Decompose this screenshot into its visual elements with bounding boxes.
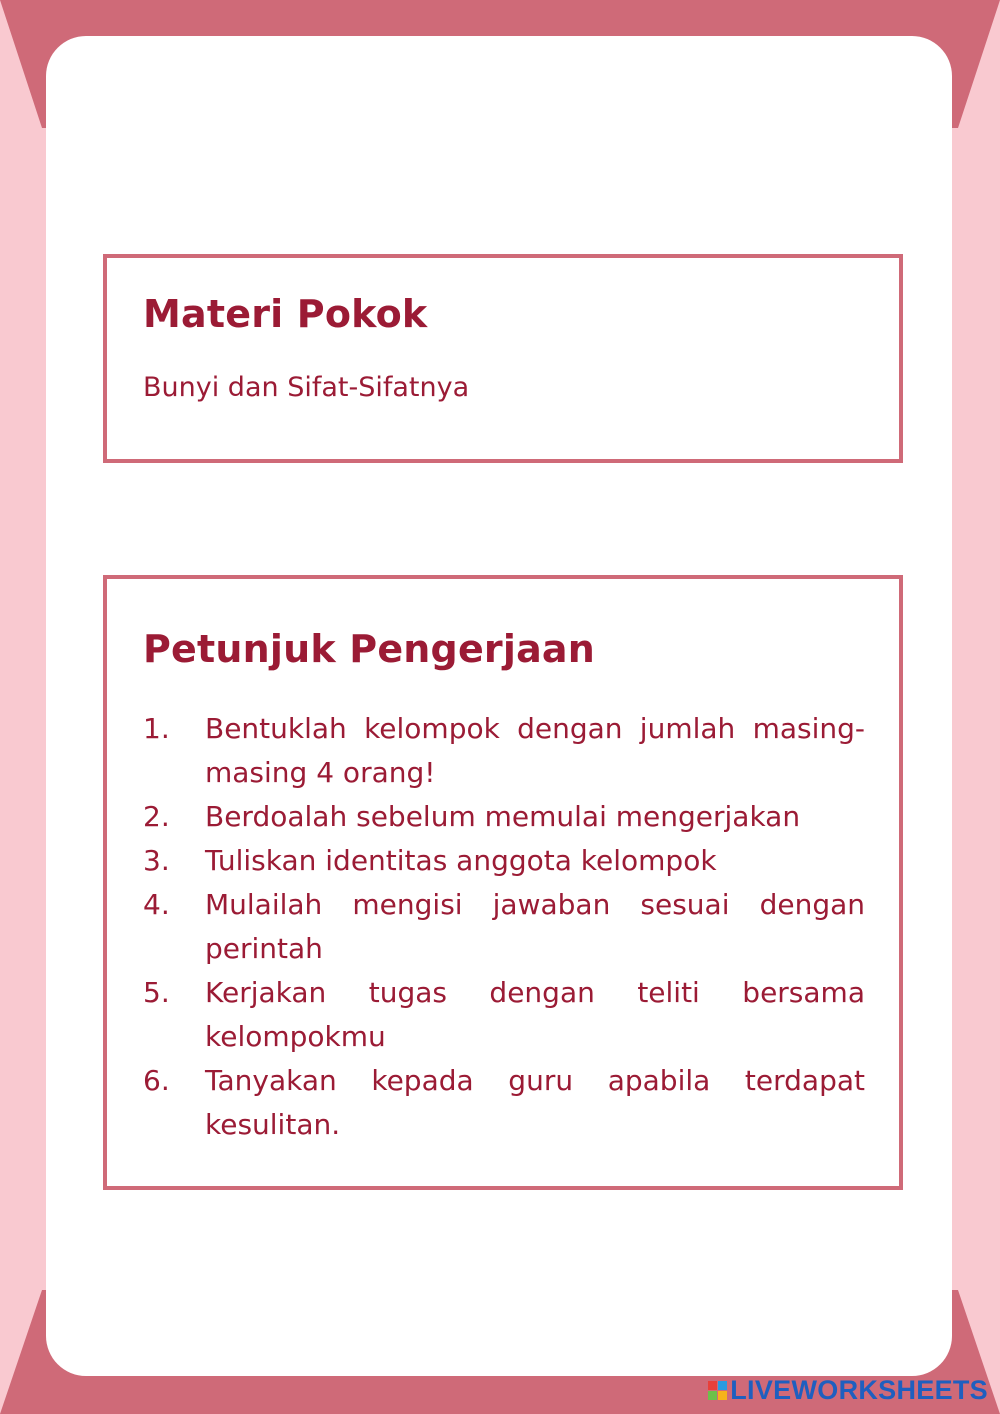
instruction-item <box>143 971 865 1059</box>
instruction-item <box>143 883 865 971</box>
petunjuk-pengerjaan-box <box>103 575 903 1190</box>
instruction-list <box>143 707 865 1147</box>
instruction-number: 6. <box>143 1064 170 1097</box>
instruction-text: Bentuklah kelompok dengan jumlah masing-masing 4 orang! <box>205 712 865 789</box>
instruction-item <box>143 839 865 883</box>
instruction-text: Tuliskan identitas anggota kelompok <box>205 844 717 877</box>
instruction-number: 5. <box>143 976 170 1009</box>
materi-pokok-box <box>103 254 903 463</box>
instruction-item <box>143 1059 865 1147</box>
instruction-number: 3. <box>143 844 170 877</box>
materi-pokok-content: Bunyi dan Sifat-Sifatnya <box>143 372 470 403</box>
instruction-text: Berdoalah sebelum memulai mengerjakan <box>205 800 801 833</box>
petunjuk-pengerjaan-title: Petunjuk Pengerjaan <box>143 627 596 671</box>
instruction-item <box>143 707 865 795</box>
instruction-item <box>143 795 865 839</box>
instruction-text: Mulailah mengisi jawaban sesuai dengan perintah <box>205 888 865 965</box>
instruction-number: 1. <box>143 712 170 745</box>
instruction-number: 2. <box>143 800 170 833</box>
watermark-text: LIVEWORKSHEETS <box>730 1374 988 1405</box>
liveworksheets-watermark <box>708 1374 988 1406</box>
instruction-number: 4. <box>143 888 170 921</box>
liveworksheets-logo-icon <box>708 1381 727 1400</box>
instruction-text: Kerjakan tugas dengan teliti bersama kelompokmu <box>205 976 865 1053</box>
materi-pokok-title: Materi Pokok <box>143 292 428 336</box>
instruction-text: Tanyakan kepada guru apabila terdapat kesulitan. <box>205 1064 865 1141</box>
